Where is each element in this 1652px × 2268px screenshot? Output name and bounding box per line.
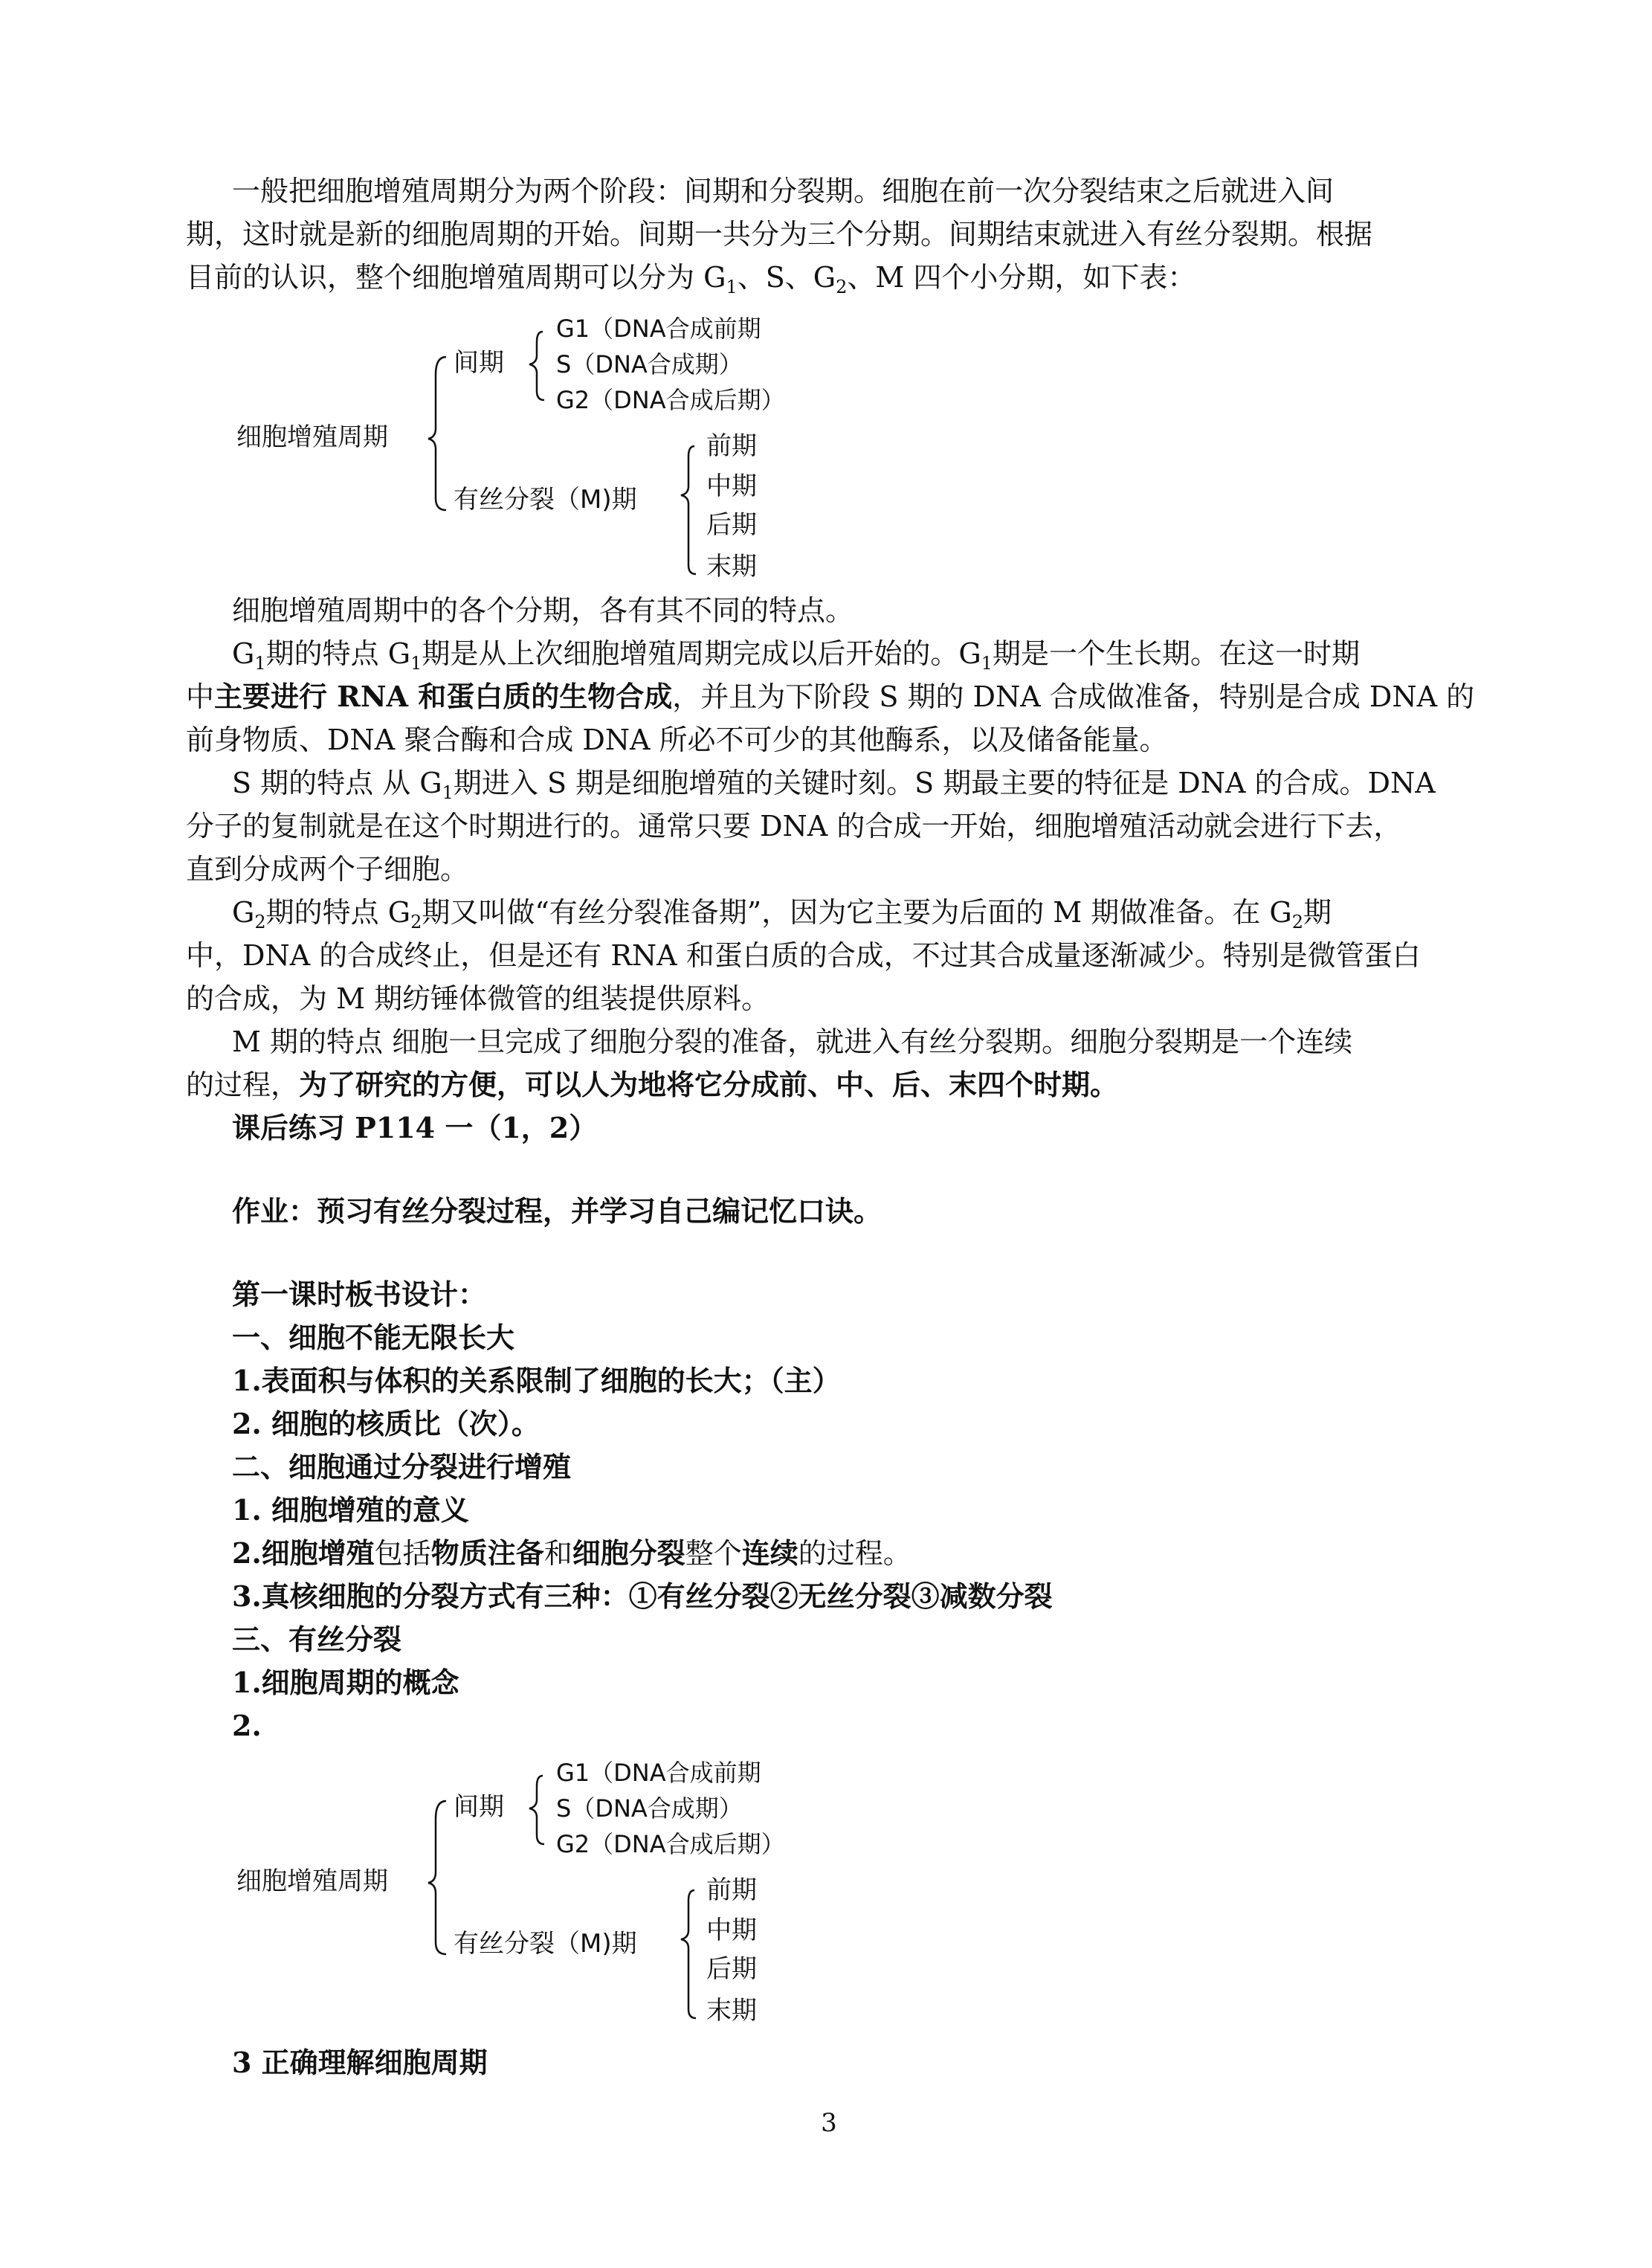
diagram-interphase-label: 间期 bbox=[454, 348, 504, 378]
diagram2-s-label: S（DNA合成期） bbox=[556, 1794, 743, 1823]
diagram2-prophase-label: 前期 bbox=[706, 1875, 757, 1905]
board-item-1: 1.表面积与体积的关系限制了细胞的长大；（主） bbox=[232, 1364, 841, 1397]
m-line1: M 期的特点 细胞一旦完成了细胞分裂的准备，就进入有丝分裂期。细胞分裂期是一个连续 bbox=[232, 1025, 1353, 1058]
board-item-2: 2. 细胞的核质比（次）。 bbox=[232, 1407, 540, 1440]
exercise-line: 课后练习 P114 一（1，2） bbox=[232, 1111, 598, 1144]
diagram2-interphase-label: 间期 bbox=[454, 1792, 504, 1822]
diagram2-g2-label: G2（DNA合成后期） bbox=[556, 1830, 785, 1858]
board-heading-3: 三、有丝分裂 bbox=[232, 1623, 402, 1656]
para1-line2: 期，这时就是新的细胞周期的开始。间期一共分为三个分期。间期结束就进入有丝分裂期。根据 bbox=[186, 218, 1373, 251]
g2-line1: $G_2$期的特点 $G_2$期又叫做“有丝分裂准备期”，因为它主要为后面的 M 期做准备。在 $G_2$期 bbox=[232, 896, 1332, 932]
s-line3: 直到分成两个子细胞。 bbox=[186, 853, 469, 886]
board-item-7: 2. bbox=[232, 1709, 262, 1742]
m-bold-text: 为了研究的方便，可以人为地将它分成前、中、后、末四个时期。 bbox=[299, 1068, 1119, 1101]
board-heading-1: 一、细胞不能无限长大 bbox=[232, 1321, 515, 1354]
g1-bold-text: 主要进行 RNA 和蛋白质的生物合成 bbox=[214, 680, 673, 713]
board-title: 第一课时板书设计： bbox=[232, 1278, 487, 1311]
s-line1: S 期的特点 从 $G_1$期进入 S 期是细胞增殖的关键时刻。S 期最主要的特征是 DNA 的合成。DNA bbox=[232, 767, 1436, 803]
m-line2: 的过程，为了研究的方便，可以人为地将它分成前、中、后、末四个时期。 bbox=[186, 1068, 1119, 1101]
diagram2-metaphase-label: 中期 bbox=[706, 1916, 757, 1945]
diagram-root-label: 细胞增殖周期 bbox=[236, 422, 388, 452]
g2-line2: 中，DNA 的合成终止，但是还有 RNA 和蛋白质的合成，不过其合成量逐渐减少。特别是微管蛋白 bbox=[186, 939, 1421, 972]
board-item-5: 3.真核细胞的分裂方式有三种：①有丝分裂②无丝分裂③减数分裂 bbox=[232, 1579, 1053, 1613]
board-item-4: 2.细胞增殖包括物质注备和细胞分裂整个连续的过程。 bbox=[232, 1536, 911, 1570]
g1-line1: $G_1$期的特点 $G_1$期是从上次细胞增殖周期完成以后开始的。$G_1$期是一个生长期。在这一时期 bbox=[232, 637, 1361, 674]
board-item-6: 1.细胞周期的概念 bbox=[232, 1666, 459, 1699]
diagram-telophase-label: 末期 bbox=[706, 552, 757, 582]
diagram-mitosis-label: 有丝分裂（M)期 bbox=[454, 485, 637, 515]
diagram-g1-label: G1（DNA合成前期 bbox=[556, 315, 761, 343]
diagram2-mitosis-label: 有丝分裂（M)期 bbox=[454, 1929, 637, 1959]
g1-line2: 中主要进行 RNA 和蛋白质的生物合成，并且为下阶段 S 期的 DNA 合成做准备，特别是合成 DNA 的 bbox=[186, 680, 1475, 713]
diagram-anaphase-label: 后期 bbox=[706, 510, 757, 540]
diagram-metaphase-label: 中期 bbox=[706, 471, 757, 501]
para2: 细胞增殖周期中的各个分期，各有其不同的特点。 bbox=[232, 594, 854, 627]
board-item-8: 3 正确理解细胞周期 bbox=[232, 2046, 488, 2079]
cell-cycle-diagram-2 bbox=[223, 1747, 892, 2037]
diagram-g2-label: G2（DNA合成后期） bbox=[556, 386, 785, 414]
diagram-prophase-label: 前期 bbox=[706, 431, 757, 461]
diagram-s-label: S（DNA合成期） bbox=[556, 350, 743, 378]
g1-line3: 前身物质、DNA 聚合酶和合成 DNA 所必不可少的其他酶系，以及储备能量。 bbox=[186, 724, 1168, 756]
para1-line3: 目前的认识，整个细胞增殖周期可以分为 $G_1$、S、$G_2$、M 四个小分期，如下表： bbox=[186, 261, 1196, 297]
para1-line1: 一般把细胞增殖周期分为两个阶段：间期和分裂期。细胞在前一次分裂结束之后就进入间 bbox=[232, 175, 1335, 207]
board-item-3: 1. 细胞增殖的意义 bbox=[232, 1493, 469, 1527]
diagram2-root-label: 细胞增殖周期 bbox=[236, 1866, 388, 1896]
diagram2-g1-label: G1（DNA合成前期 bbox=[556, 1759, 761, 1787]
board-heading-2: 二、细胞通过分裂进行增殖 bbox=[232, 1450, 572, 1483]
s-line2: 分子的复制就是在这个时期进行的。通常只要 DNA 的合成一开始，细胞增殖活动就会进行下去， bbox=[186, 810, 1402, 843]
homework-line: 作业：预习有丝分裂过程，并学习自己编记忆口诀。 bbox=[232, 1194, 883, 1228]
diagram2-anaphase-label: 后期 bbox=[706, 1954, 757, 1984]
page-number: 3 bbox=[821, 2108, 837, 2138]
diagram2-telophase-label: 末期 bbox=[706, 1996, 757, 2026]
cell-cycle-diagram bbox=[223, 303, 892, 593]
g2-line3: 的合成，为 M 期纺锤体微管的组装提供原料。 bbox=[186, 982, 770, 1015]
